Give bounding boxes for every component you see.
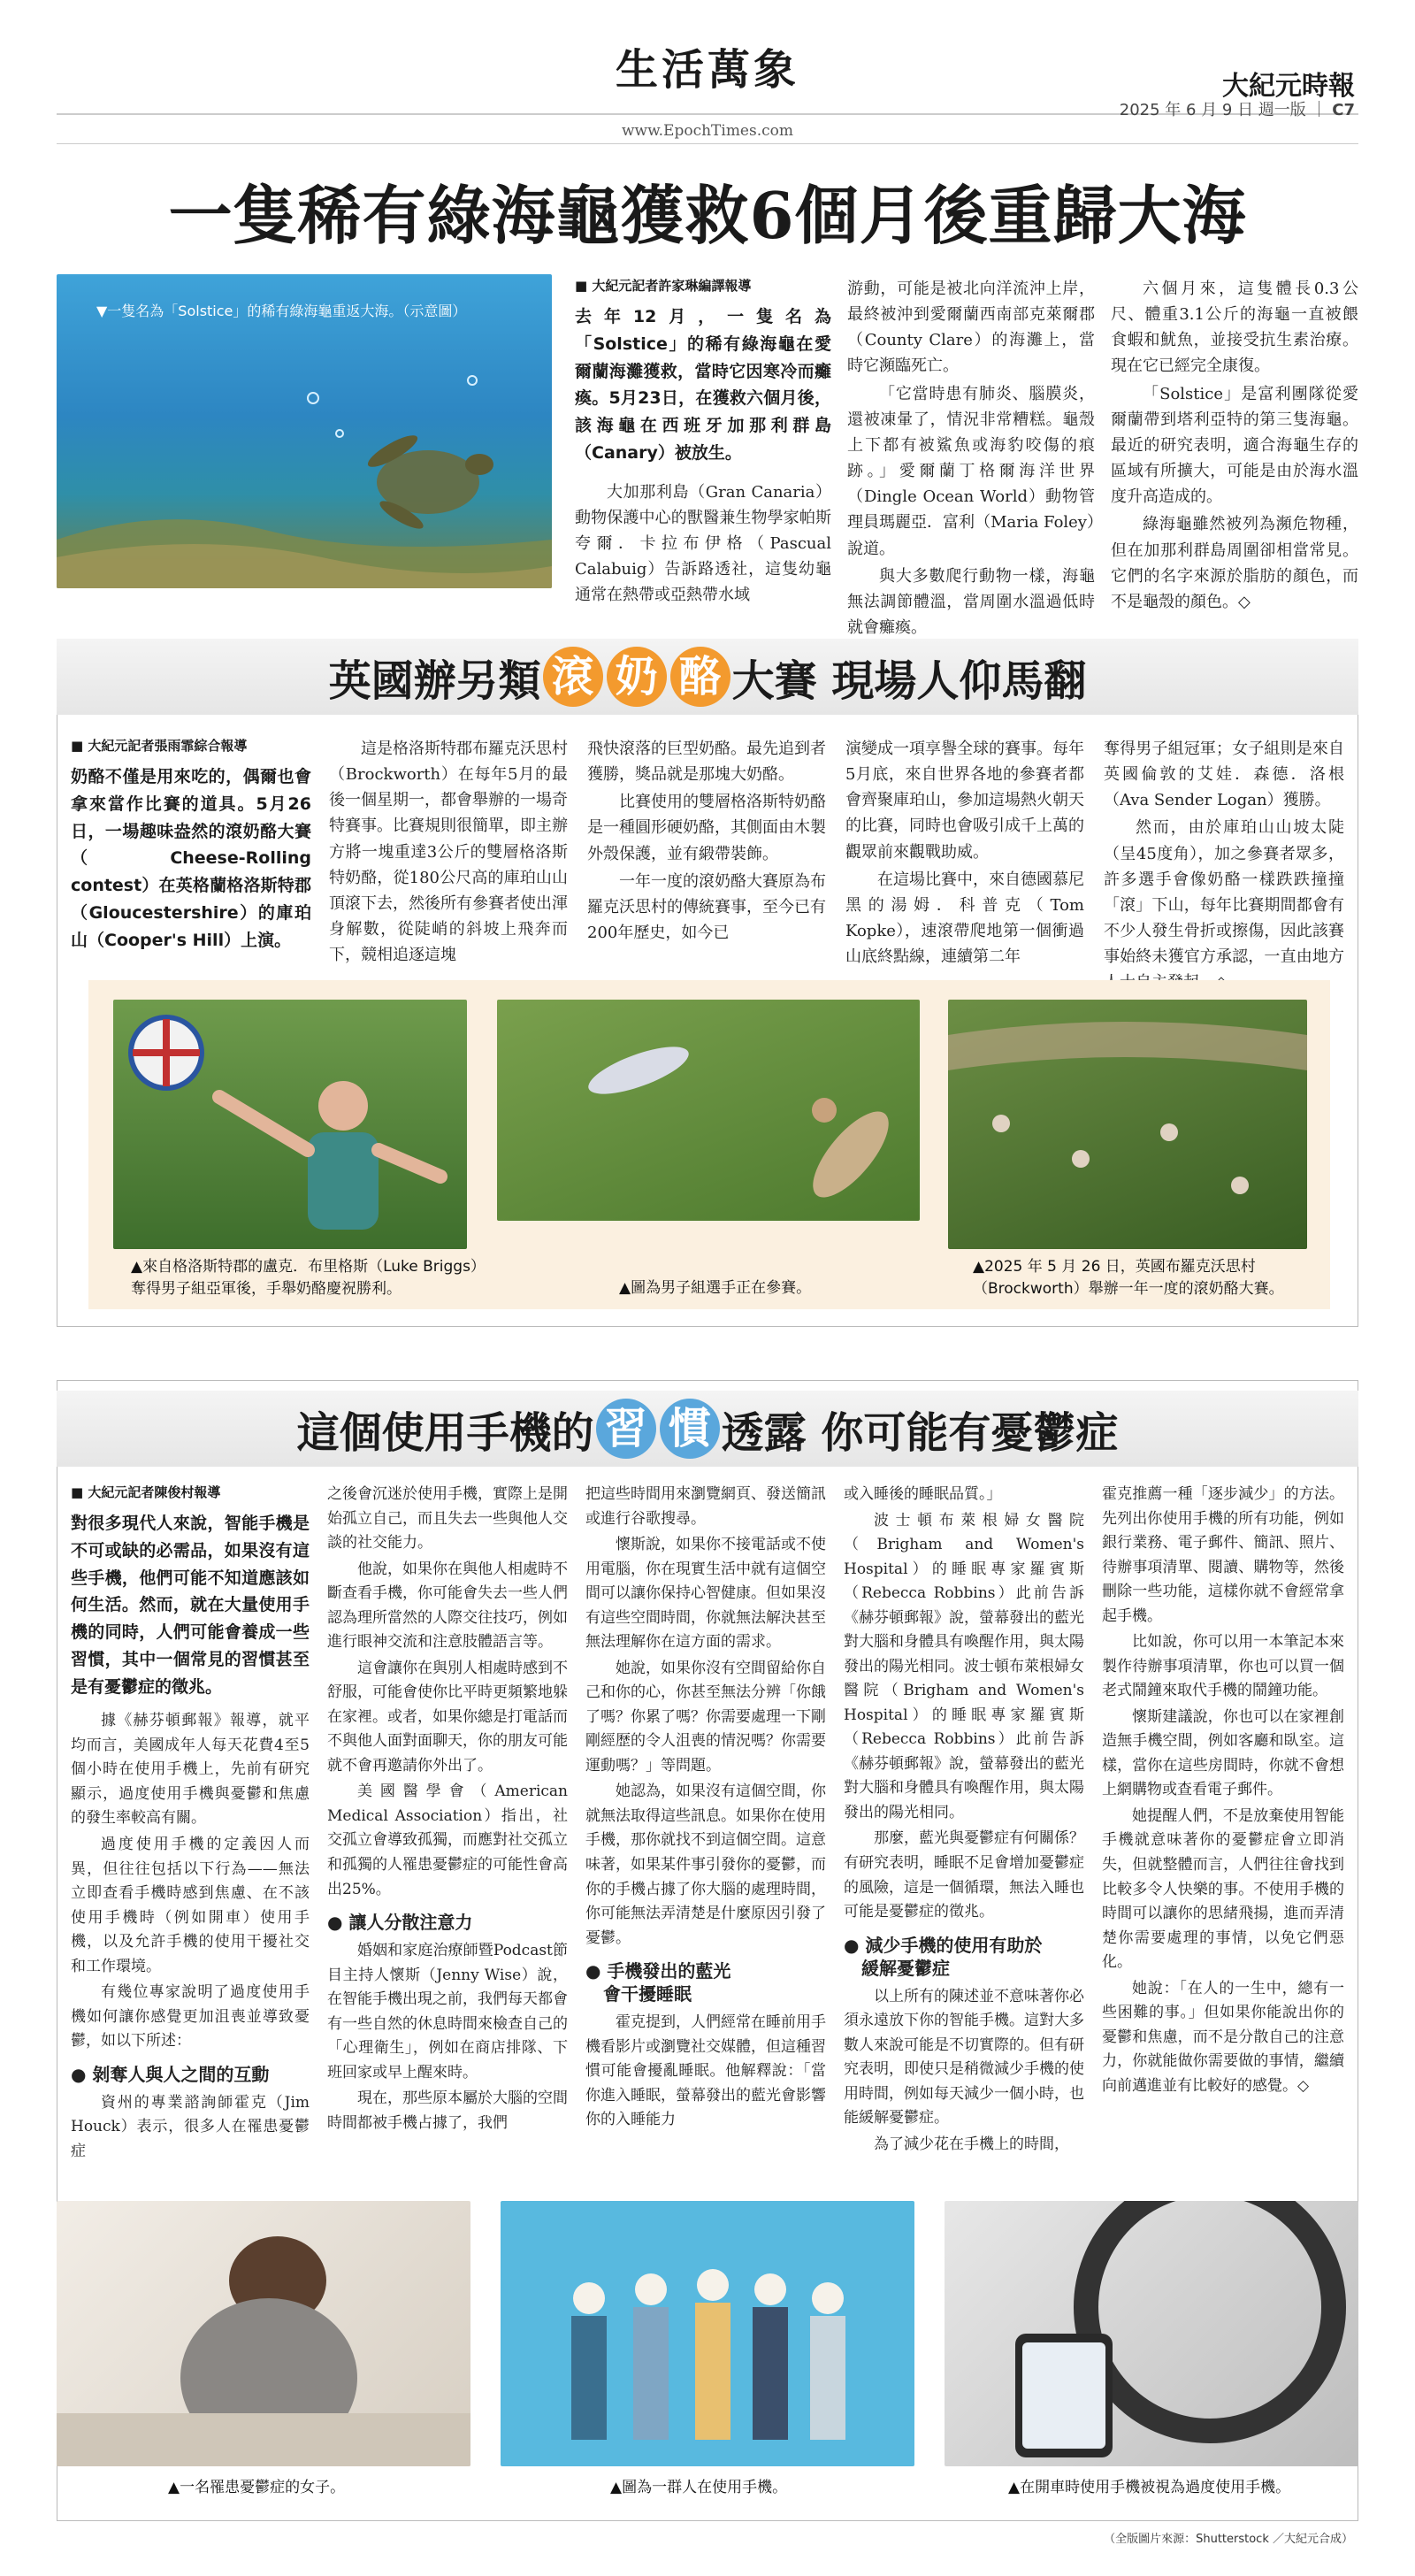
article1-col1: [575, 276, 831, 610]
paragraph: 一年一度的滾奶酪大賽原為布羅克沃思村的傳統賽事，至今已有200年歷史，如今已: [587, 871, 826, 943]
paragraph: 大加那利島（Gran Canaria）動物保護中心的獸醫兼生物學家帕斯夸爾．卡拉布伊格（Pascual Calabuig）告訴路透社，這隻幼龜通常在熱帶或亞熱帶水域: [575, 482, 831, 605]
article3-col1: [71, 1483, 310, 2166]
cheese-crowd-photo: [948, 1000, 1307, 1249]
paragraph: 在這場比賽中，來自德國慕尼黑的湯姆．科普克（Tom Kopke），速滾帶爬地第一個衝過山底終點線，連續第二年: [845, 870, 1084, 967]
paragraph: 據《赫芬頓郵報》報導，就平均而言，美國成年人每天花費4至5個小時在使用手機上，先前有研究顯示，過度使用手機與憂鬱和焦慮的發生率較高有關。: [71, 1712, 310, 1828]
article1-lead: 去年12月，一隻名為「Solstice」的稀有綠海龜在愛爾蘭海灘獲救，當時它因寒冷而癱瘓。5月23日，在獲救六個月後，該海龜在西班牙加那利群島（Canary）被放生。: [575, 307, 831, 463]
paragraph: 她提醒人們，不是放棄使用智能手機就意味著你的憂鬱症會立即消失，但就整體而言，人們往往會找到比較多令人快樂的事。不使用手機的時間可以讓你的思緒飛揚，進而弄清楚你需要處理的事情，以免它們惡化。: [1102, 1806, 1344, 1972]
paragraph: 然而，由於庫珀山山坡太陡（呈45度角），加之參賽者眾多，許多選手會像奶酪一樣跌跌撞撞「滾」下山，每年比賽期間都會有不少人發生骨折或擦傷，因此該賽事始終未獲官方承認，一直由地方: [1104, 818, 1344, 967]
turtle-illustration: [57, 274, 552, 588]
subhead: ● 手機發出的藍光 會干擾睡眠: [585, 1960, 731, 2005]
group-illustration: [501, 2201, 914, 2466]
article3-title-part: 透露 你可能有憂鬱症: [721, 1407, 1119, 1458]
paragraph: 「Solstice」是富利團隊從愛爾蘭帶到塔利亞特的第三隻海龜。最近的研究表明，適合海龜生存的區域有所擴大，可能是由於海水溫度升高造成的。: [1111, 384, 1358, 507]
paragraph: 或入睡後的睡眠品質。」: [844, 1485, 1002, 1503]
article3-title-part: 這個使用手機的: [296, 1407, 594, 1458]
article3-col3: [585, 1483, 826, 2135]
paragraph: 霍克推薦一種「逐步減少」的方法。先列出你使用手機的所有功能，例如銀行業務、電子郵件、簡訊、照片、待辦事項清單、閱讀、購物等，然後刪除一些功能，這樣你就不會經常拿起手機。: [1102, 1485, 1344, 1625]
article1-col2: [847, 276, 1095, 642]
paragraph: 過度使用手機的定義因人而異，但往往包括以下行為——無法立即查看手機時感到焦慮、在不該使用手機時（例如開車）使用手機，以及允許手機的使用干擾社交和工作環境。: [71, 1836, 310, 1975]
title-bubble: 滾: [543, 647, 603, 707]
brand-logo: 大紀元時報: [1222, 71, 1355, 102]
dateline: 2025 年 6 月 9 日 週一版 ｜ C7: [1119, 101, 1355, 119]
title-bubble: 習: [596, 1399, 656, 1459]
site-url: www.EpochTimes.com: [622, 122, 793, 140]
article3-lead: 對很多現代人來說，智能手機是不可或缺的必需品，如果沒有這些手機，他們可能不知道應該如何生活。然而，就在大量使用手機的同時，人們可能會養成一些習慣，其中一個常見的習慣甚至是有憂鬱症的徵兆。: [71, 1514, 310, 1697]
article3-col5: [1102, 1483, 1344, 2100]
article2-title-part: 英國辦另類: [328, 656, 541, 706]
paragraph: 他說，如果你在與他人相處時不斷查看手機，你可能會失去一些人們認為理所當然的人際交往技巧，例如進行眼神交流和注意肢體語言等。: [327, 1560, 568, 1652]
paragraph: 美國醫學會（American Medical Association）指出，社交孤立會導致孤獨，而應對社交孤立和孤獨的人罹患憂鬱症的可能性會高出25%。: [327, 1782, 568, 1898]
paragraph: 婚姻和家庭治療師暨Podcast節目主持人懷斯（Jenny Wise）說，在智能手機出現之前，我們每天都會有一些自然的休息時間來檢查自己的「心理衛生」，例如在商店排隊、下班回家或早上醒來時。: [327, 1942, 568, 2082]
article2-col4: [845, 736, 1084, 971]
cheese-caption-3: ▲2025 年 5 月 26 日，英國布羅克沃思村（Brockworth）舉辦一年一度的滾奶酪大賽。: [973, 1258, 1284, 1298]
paragraph: 那麼，藍光與憂鬱症有何關係？有研究表明，睡眠不足會增加憂鬱症的風險，這是一個循環，無法入睡也可能是憂鬱症的徵兆。: [844, 1829, 1084, 1921]
paragraph: 這會讓你在與別人相處時感到不舒服，可能會使你比平時更頻繁地躲在家裡。或者，如果你總是打電話而不與他人面對面聊天，你的朋友可能就不會再邀請你外出了。: [327, 1659, 568, 1775]
paragraph: 奪得男子組冠軍；女子組則是來自英國倫敦的艾娃．森德．洛根（Ava Sender Logan）獲勝。: [1104, 740, 1344, 810]
paragraph: 她認為，如果沒有這個空間，你就無法取得這些訊息。如果你在使用手機，那你就找不到這個空間。這意味著，如果某件事引發你的憂鬱，而你的手機占據了你大腦的處理時間，你可能無法弄清楚是什麼原因引發了憂鬱。: [585, 1782, 826, 1947]
article3-byline: ■ 大紀元記者陳俊村報導: [71, 1484, 221, 1500]
page-number: C7: [1332, 101, 1355, 119]
cheese-winner-photo: [113, 1000, 467, 1249]
article1-byline: ■ 大紀元記者許家琳編譯報導: [575, 278, 752, 294]
paragraph: 她說：「在人的一生中，總有一些困難的事。」但如果你能說出你的憂鬱和焦慮，而不是分散自己的注意力，你就能做你需要做的事情，繼續向前邁進並有比較好的感覺。◇: [1102, 1979, 1344, 2095]
article1-col3: [1111, 276, 1358, 617]
article1-col1-body: [575, 479, 831, 609]
paragraph: 懷斯建議說，你也可以在家裡創造無手機空間，例如客廳和臥室。這樣，當你在這些房間時，你就不會想上網購物或查看電子郵件。: [1102, 1707, 1344, 1799]
winner-illustration: [113, 1000, 467, 1249]
paragraph: 比如說，你可以用一本筆記本來製作待辦事項清單，你也可以買一個老式鬧鐘來取代手機的鬧鐘功能。: [1102, 1633, 1344, 1700]
subhead: ● 讓人分散注意力: [327, 1912, 473, 1934]
driving-illustration: [945, 2201, 1358, 2466]
phone-caption-1: ▲一名罹患憂鬱症的女子。: [168, 2479, 346, 2496]
paragraph: 「它當時患有肺炎、腦膜炎，還被凍暈了，情況非常糟糕。龜殼上下都有被鯊魚或海豹咬傷的痕跡。」愛爾蘭丁格爾海洋世界（Dingle Ocean World）動物管理員瑪麗亞．富利（Maria Foley）說道。: [847, 384, 1095, 558]
group-phones-photo: [501, 2201, 914, 2466]
article3-banner: [57, 1391, 1358, 1467]
article3-col4: [844, 1483, 1084, 2158]
issue-date: 2025 年 6 月 9 日 週一版: [1119, 101, 1306, 119]
photo-credit: （全版圖片來源：Shutterstock ／大紀元合成）: [1104, 2533, 1353, 2546]
paragraph: 游動，可能是被北向洋流沖上岸，最終被沖到愛爾蘭西南部克萊爾郡（County Clare）的海灘上，當時它瀕臨死亡。: [847, 280, 1095, 376]
paragraph: 以上所有的陳述並不意味著你必須永遠放下你的智能手機。這對大多數人來說可能是不切實際的。但有研究表明，即使只是稍微減少手機的使用時間，例如每天減少一個小時，也能緩解憂鬱症。: [844, 1987, 1084, 2128]
article2-title-part: 大賽 現場人仰馬翻: [731, 656, 1087, 706]
article2-col3: [587, 736, 826, 947]
article2-banner: [57, 639, 1358, 715]
paragraph: 她說，如果你沒有空間留給你自己和你的心，你甚至無法分辨「你餓了嗎？你累了嗎？你需要處理一下剛剛經歷的令人沮喪的情況嗎？你需要運動嗎？」等問題。: [585, 1659, 826, 1775]
paragraph: 懷斯說，如果你不接電話或不使用電腦，你在現實生活中就有這個空間可以讓你保持心智健康。但如果沒有這些空間時間，你就無法解決甚至無法理解你在這方面的需求。: [585, 1536, 826, 1652]
article1-title: 一隻稀有綠海龜獲救6個月後重歸大海: [168, 178, 1247, 253]
crowd-illustration: [948, 1000, 1307, 1249]
article2-col1: [71, 736, 311, 954]
driving-phone-photo: [945, 2201, 1358, 2466]
phone-caption-3: ▲在開車時使用手機被視為過度使用手機。: [1008, 2479, 1291, 2496]
article2-lead: 奶酪不僅是用來吃的，偶爾也會拿來當作比賽的道具。5月26日，一場趣味盎然的滾奶酪大賽（Cheese-Rolling contest）在英格蘭格洛斯特郡（Gloucestershire）的庫珀山（Cooper's Hill）上演。: [71, 767, 311, 950]
cheese-caption-2: ▲圖為男子組選手正在參賽。: [619, 1279, 812, 1297]
subhead: ● 剝奪人與人之間的互動: [71, 2063, 270, 2085]
paragraph: 把這些時間用來瀏覽網頁、發送簡訊或進行谷歌搜尋。: [585, 1485, 826, 1528]
paragraph: 飛快滾落的巨型奶酪。最先追到者獲勝，獎品就是那塊大奶酪。: [587, 740, 826, 785]
section-title: 生活萬象: [615, 45, 799, 95]
article2-col5: [1104, 736, 1344, 998]
race-illustration: [497, 1000, 920, 1221]
paragraph: 為了減少花在手機上的時間，: [874, 2135, 1069, 2153]
paragraph: 資州的專業諮詢師霍克（Jim Houck）表示，很多人在罹患憂鬱症: [71, 2093, 310, 2160]
cheese-race-photo: [497, 1000, 920, 1221]
paragraph: 演變成一項享譽全球的賽事。每年5月底，來自世界各地的參賽者都會齊聚庫珀山，參加這場熱火朝天的比賽，同時也會吸引成千上萬的觀眾前來觀戰助威。: [845, 740, 1084, 862]
woman-illustration: [57, 2201, 470, 2466]
paragraph: 有幾位專家說明了過度使用手機如何讓你感覺更加沮喪並導致憂鬱，如以下所述：: [71, 1983, 310, 2051]
phone-caption-2: ▲圖為一群人在使用手機。: [610, 2479, 788, 2496]
article2-byline: ■ 大紀元記者張雨霏綜合報導: [71, 738, 248, 754]
title-bubble: 奶: [607, 647, 667, 707]
paragraph: 比賽使用的雙層格洛斯特奶酪是一種圓形硬奶酪，其側面由木製外殼保護，並有緞帶裝飾。: [587, 793, 826, 863]
paragraph: 現在，那些原本屬於大腦的空間時間都被手機占據了，我們: [327, 2089, 568, 2132]
turtle-photo: [57, 274, 552, 588]
paragraph: 六個月來，這隻體長0.3公尺、體重3.1公斤的海龜一直被餵食蝦和魷魚，並接受抗生素治療。現在它已經完全康復。: [1111, 280, 1358, 376]
paragraph: 之後會沉迷於使用手機，實際上是開始孤立自己，而且失去一些與他人交談的社交能力。: [327, 1485, 568, 1552]
title-bubble: 酪: [670, 647, 730, 707]
turtle-photo-caption: ▼一隻名為「Solstice」的稀有綠海龜重返大海。（示意圖）: [96, 303, 467, 319]
paragraph: 霍克提到，人們經常在睡前用手機看影片或瀏覽社交媒體，但這種習慣可能會擾亂睡眠。他解釋說：「當你進入睡眠，螢幕發出的藍光會影響你的入睡能力: [585, 2013, 826, 2129]
depressed-woman-photo: [57, 2201, 470, 2466]
cheese-caption-1: ▲來自格洛斯特郡的盧克．布里格斯（Luke Briggs）奪得男子組亞軍後，手舉奶酪慶祝勝利。: [131, 1258, 478, 1298]
article2-col2: [329, 736, 568, 970]
paragraph: 綠海龜雖然被列為瀕危物種，但在加那利群島周圍卻相當常見。它們的名字來源於脂肪的顏色，而不是龜殼的顏色。◇: [1111, 515, 1358, 611]
paragraph: 波士頓布萊根婦女醫院（Brigham and Women's Hospital）的睡眠專家羅賓斯（Rebecca Robbins）此前告訴《赫芬頓郵報》說，螢幕發出的藍光對大腦和身體具有喚醒作用，與太陽發出的陽光相同。波士頓布萊根婦女醫院（Brigham and Women's Hospital）的睡眠專家羅賓斯（Rebecca Robbins）此前告訴《赫芬頓郵報》說，螢幕發出的藍光對大腦和身體具有喚醒作用，與太陽發出的陽光相同。: [844, 1511, 1084, 1821]
paragraph: 與大多數爬行動物一樣，海龜無法調節體溫，當周圍水溫過低時就會癱瘓。: [847, 566, 1095, 638]
paragraph: 這是格洛斯特郡布羅克沃思村（Brockworth）在每年5月的最後一個星期一，都會舉辦的一場奇特賽事。比賽規則很簡單，即主辦方將一塊重達3公斤的雙層格洛斯特奶酪，從180公尺高的庫珀山山頂滾下去，然後所有參賽者使出渾身解數，從陡峭的斜坡上飛奔而下，競相追逐這塊: [329, 740, 568, 965]
header-rule-bottom: [57, 143, 1358, 144]
article3-col1-body: [71, 1709, 310, 2164]
subhead: ● 減少手機的使用有助於 緩解憂鬱症: [844, 1934, 1043, 1979]
title-bubble: 慣: [660, 1399, 720, 1459]
article3-col2: [327, 1483, 568, 2137]
